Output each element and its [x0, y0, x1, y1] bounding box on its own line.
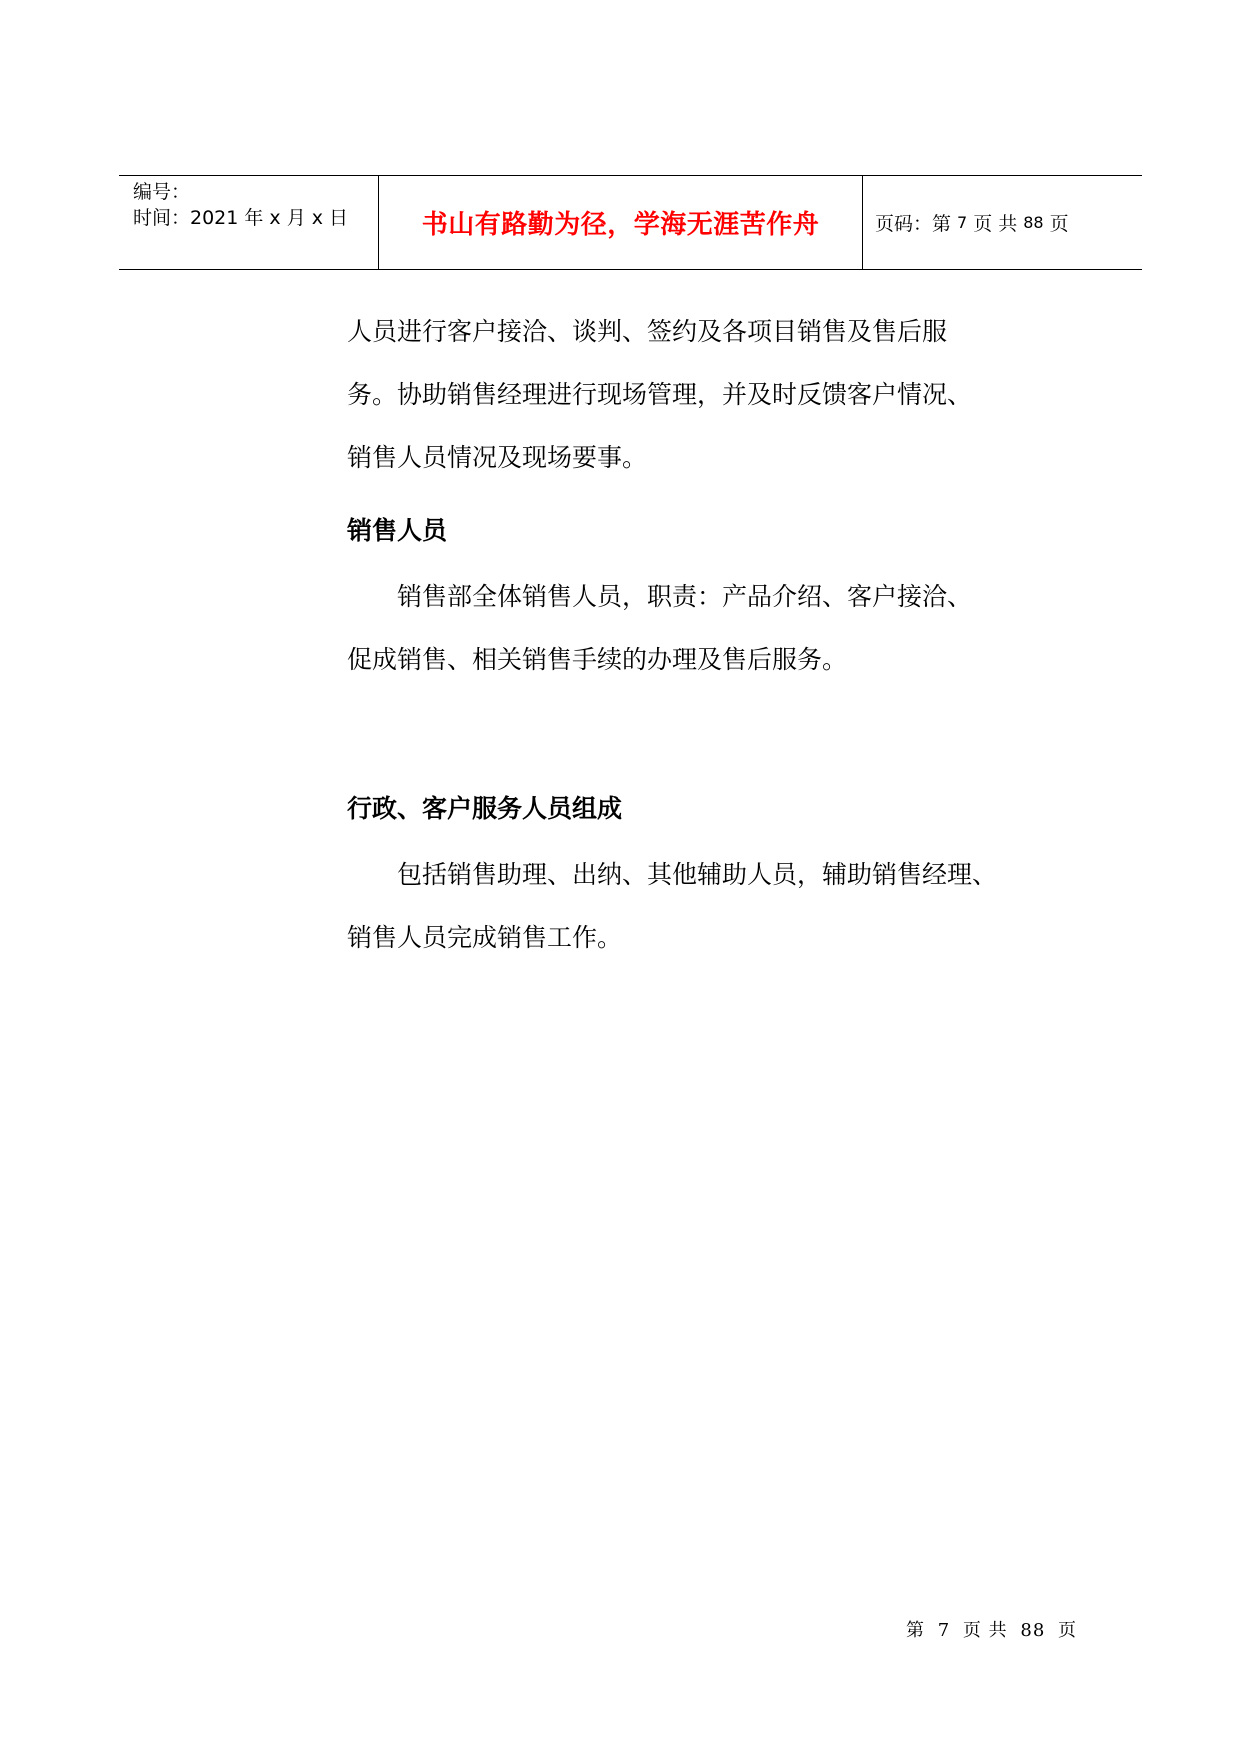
header-meta-cell	[119, 176, 379, 269]
document-time-label: 时间：2021 年 x 月 x 日	[133, 207, 349, 229]
section-heading-sales-staff: 销售人员	[347, 516, 448, 545]
paragraph-line: 人员进行客户接洽、谈判、签约及各项目销售及售后服	[347, 317, 948, 346]
footer-page-current: 7	[937, 1620, 951, 1641]
paragraph-line: 销售人员完成销售工作。	[347, 923, 623, 952]
paragraph-line: 销售部全体销售人员，职责：产品介绍、客户接洽、	[397, 582, 973, 611]
header-motto: 书山有路勤为径，学海无涯苦作舟	[421, 210, 820, 240]
section-heading-admin-service: 行政、客户服务人员组成	[347, 794, 623, 823]
header-page-total: 88	[1023, 213, 1044, 232]
header-page-cell	[863, 176, 1142, 269]
paragraph-line: 销售人员情况及现场要事。	[347, 443, 648, 472]
header-page-suffix: 页	[1049, 213, 1069, 235]
paragraph-line: 务。协助销售经理进行现场管理，并及时反馈客户情况、	[347, 380, 973, 409]
document-body	[347, 300, 1082, 969]
footer-prefix: 第	[906, 1620, 925, 1641]
footer-mid: 页 共	[962, 1620, 1008, 1641]
page-footer	[906, 1616, 1077, 1642]
document-header	[119, 175, 1142, 270]
document-number-label: 编号：	[133, 181, 191, 203]
paragraph-line: 促成销售、相关销售手续的办理及售后服务。	[347, 645, 848, 674]
footer-suffix: 页	[1058, 1620, 1078, 1641]
footer-page-total: 88	[1020, 1620, 1046, 1641]
header-motto-cell	[379, 176, 863, 269]
header-page-current: 7	[957, 213, 968, 232]
header-page-prefix: 页码：第	[875, 213, 952, 235]
header-page-mid: 页 共	[973, 213, 1018, 235]
paragraph-line: 包括销售助理、出纳、其他辅助人员，辅助销售经理、	[397, 860, 998, 889]
